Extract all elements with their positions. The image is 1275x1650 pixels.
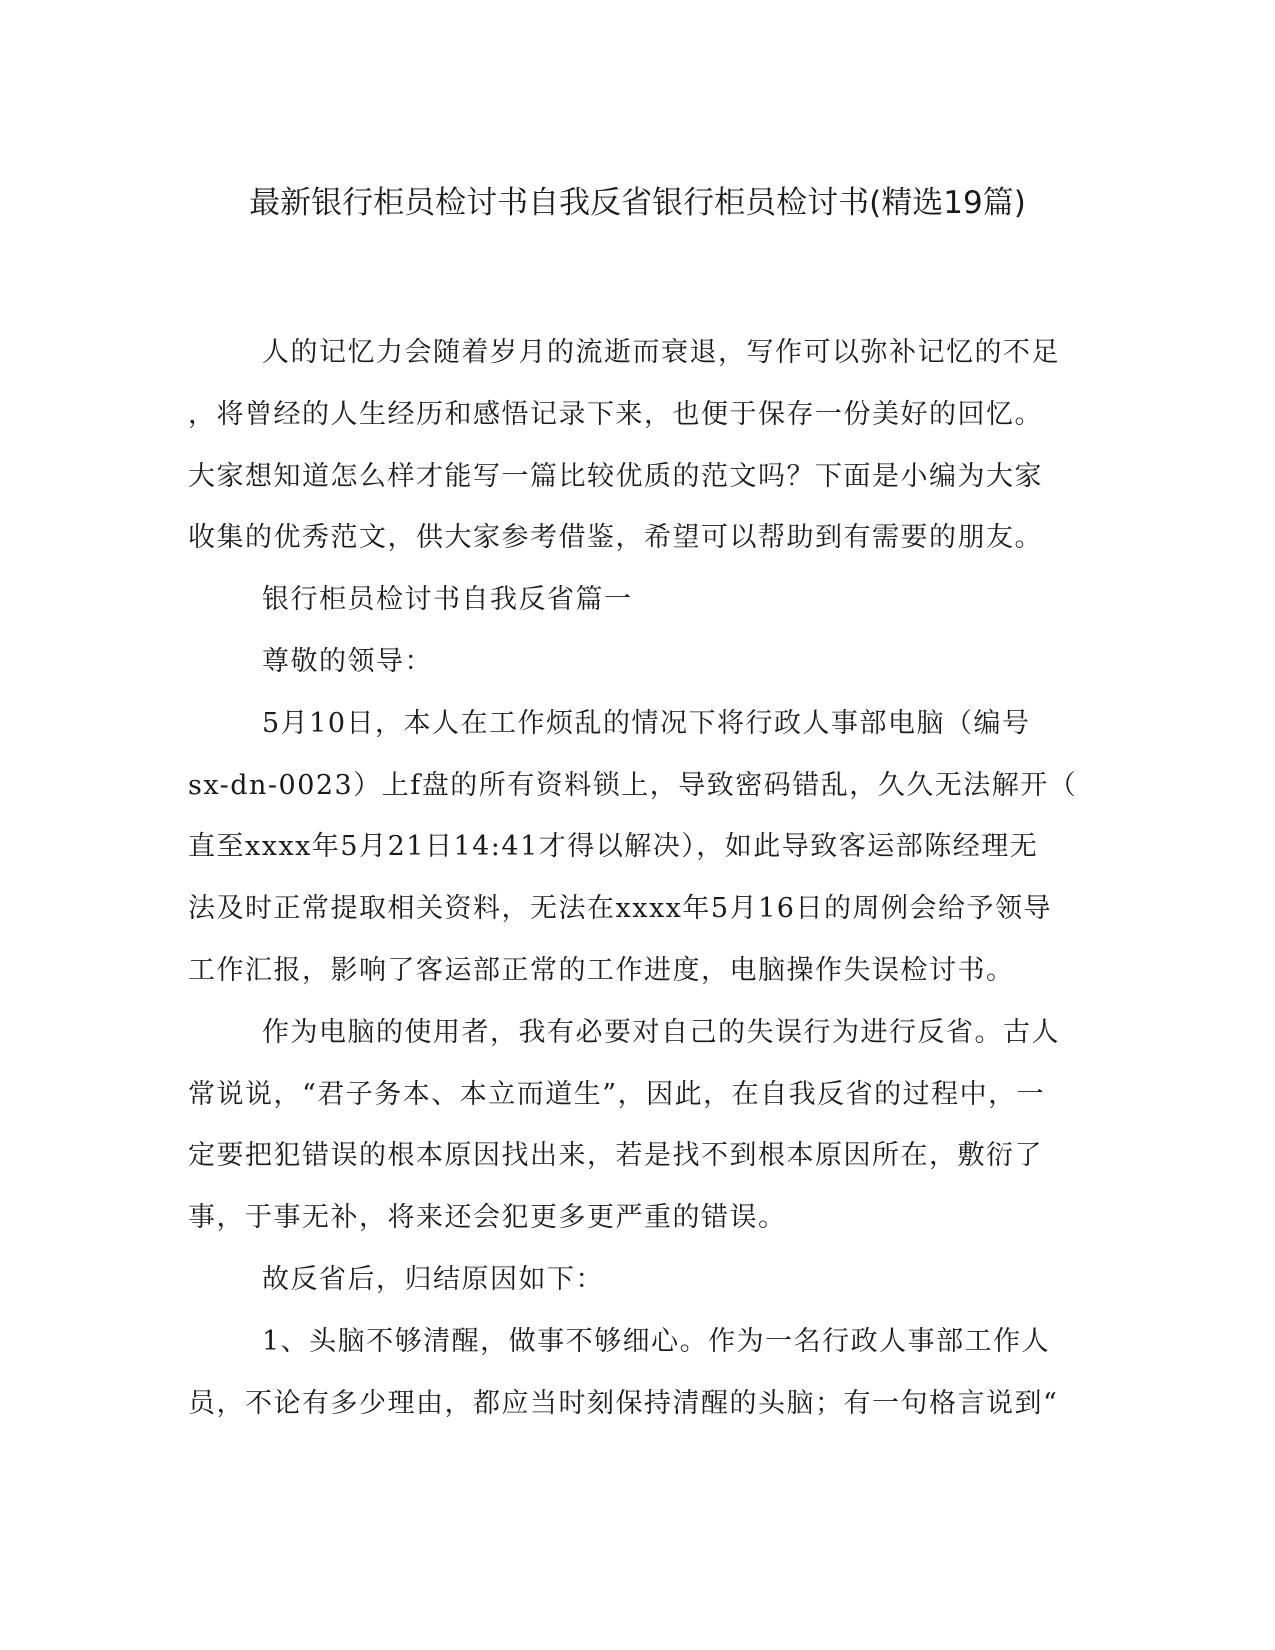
paragraph-line: sx-dn-0023）上f盘的所有资料锁上，导致密码错乱，久久无法解开（ bbox=[188, 769, 1078, 801]
paragraph-line: 员，不论有多少理由，都应当时刻保持清醒的头脑；有一句格言说到“ bbox=[188, 1387, 1059, 1419]
paragraph-line: 常说说，“君子务本、本立而道生”，因此，在自我反省的过程中，一 bbox=[188, 1078, 1046, 1110]
paragraph-line: 故反省后，归结原因如下： bbox=[262, 1263, 604, 1295]
document-body bbox=[188, 322, 1088, 1434]
paragraph-line: 法及时正常提取相关资料，无法在xxxx年5月16日的周例会给予领导 bbox=[188, 893, 1052, 925]
paragraph-line: 直至xxxx年5月21日14:41才得以解决），如此导致客运部陈经理无 bbox=[188, 831, 1039, 863]
paragraph-line: 定要把犯错误的根本原因找出来，若是找不到根本原因所在，敷衍了 bbox=[188, 1140, 1043, 1172]
paragraph-line: ，将曾经的人生经历和感悟记录下来，也便于保存一份美好的回忆。 bbox=[188, 398, 1043, 430]
paragraph-line: 1、头脑不够清醒，做事不够细心。作为一名行政人事部工作人 bbox=[262, 1325, 1051, 1357]
paragraph-line: 作为电脑的使用者，我有必要对自己的失误行为进行反省。古人 bbox=[262, 1016, 1060, 1048]
paragraph-line: 5月10日，本人在工作烦乱的情况下将行政人事部电脑（编号 bbox=[262, 707, 1031, 739]
section-heading: 银行柜员检讨书自我反省篇一 bbox=[262, 584, 633, 616]
document-title: 最新银行柜员检讨书自我反省银行柜员检讨书(精选19篇) bbox=[249, 185, 1026, 221]
paragraph-line: 工作汇报，影响了客运部正常的工作进度，电脑操作失误检讨书。 bbox=[188, 954, 1015, 986]
paragraph-line: 事，于事无补，将来还会犯更多更严重的错误。 bbox=[188, 1202, 787, 1234]
salutation: 尊敬的领导： bbox=[262, 645, 433, 677]
paragraph-line: 人的记忆力会随着岁月的流逝而衰退，写作可以弥补记忆的不足 bbox=[262, 337, 1060, 368]
paragraph-line: 收集的优秀范文，供大家参考借鉴，希望可以帮助到有需要的朋友。 bbox=[188, 522, 1043, 554]
paragraph-line: 大家想知道怎么样才能写一篇比较优质的范文吗？下面是小编为大家 bbox=[188, 460, 1043, 492]
